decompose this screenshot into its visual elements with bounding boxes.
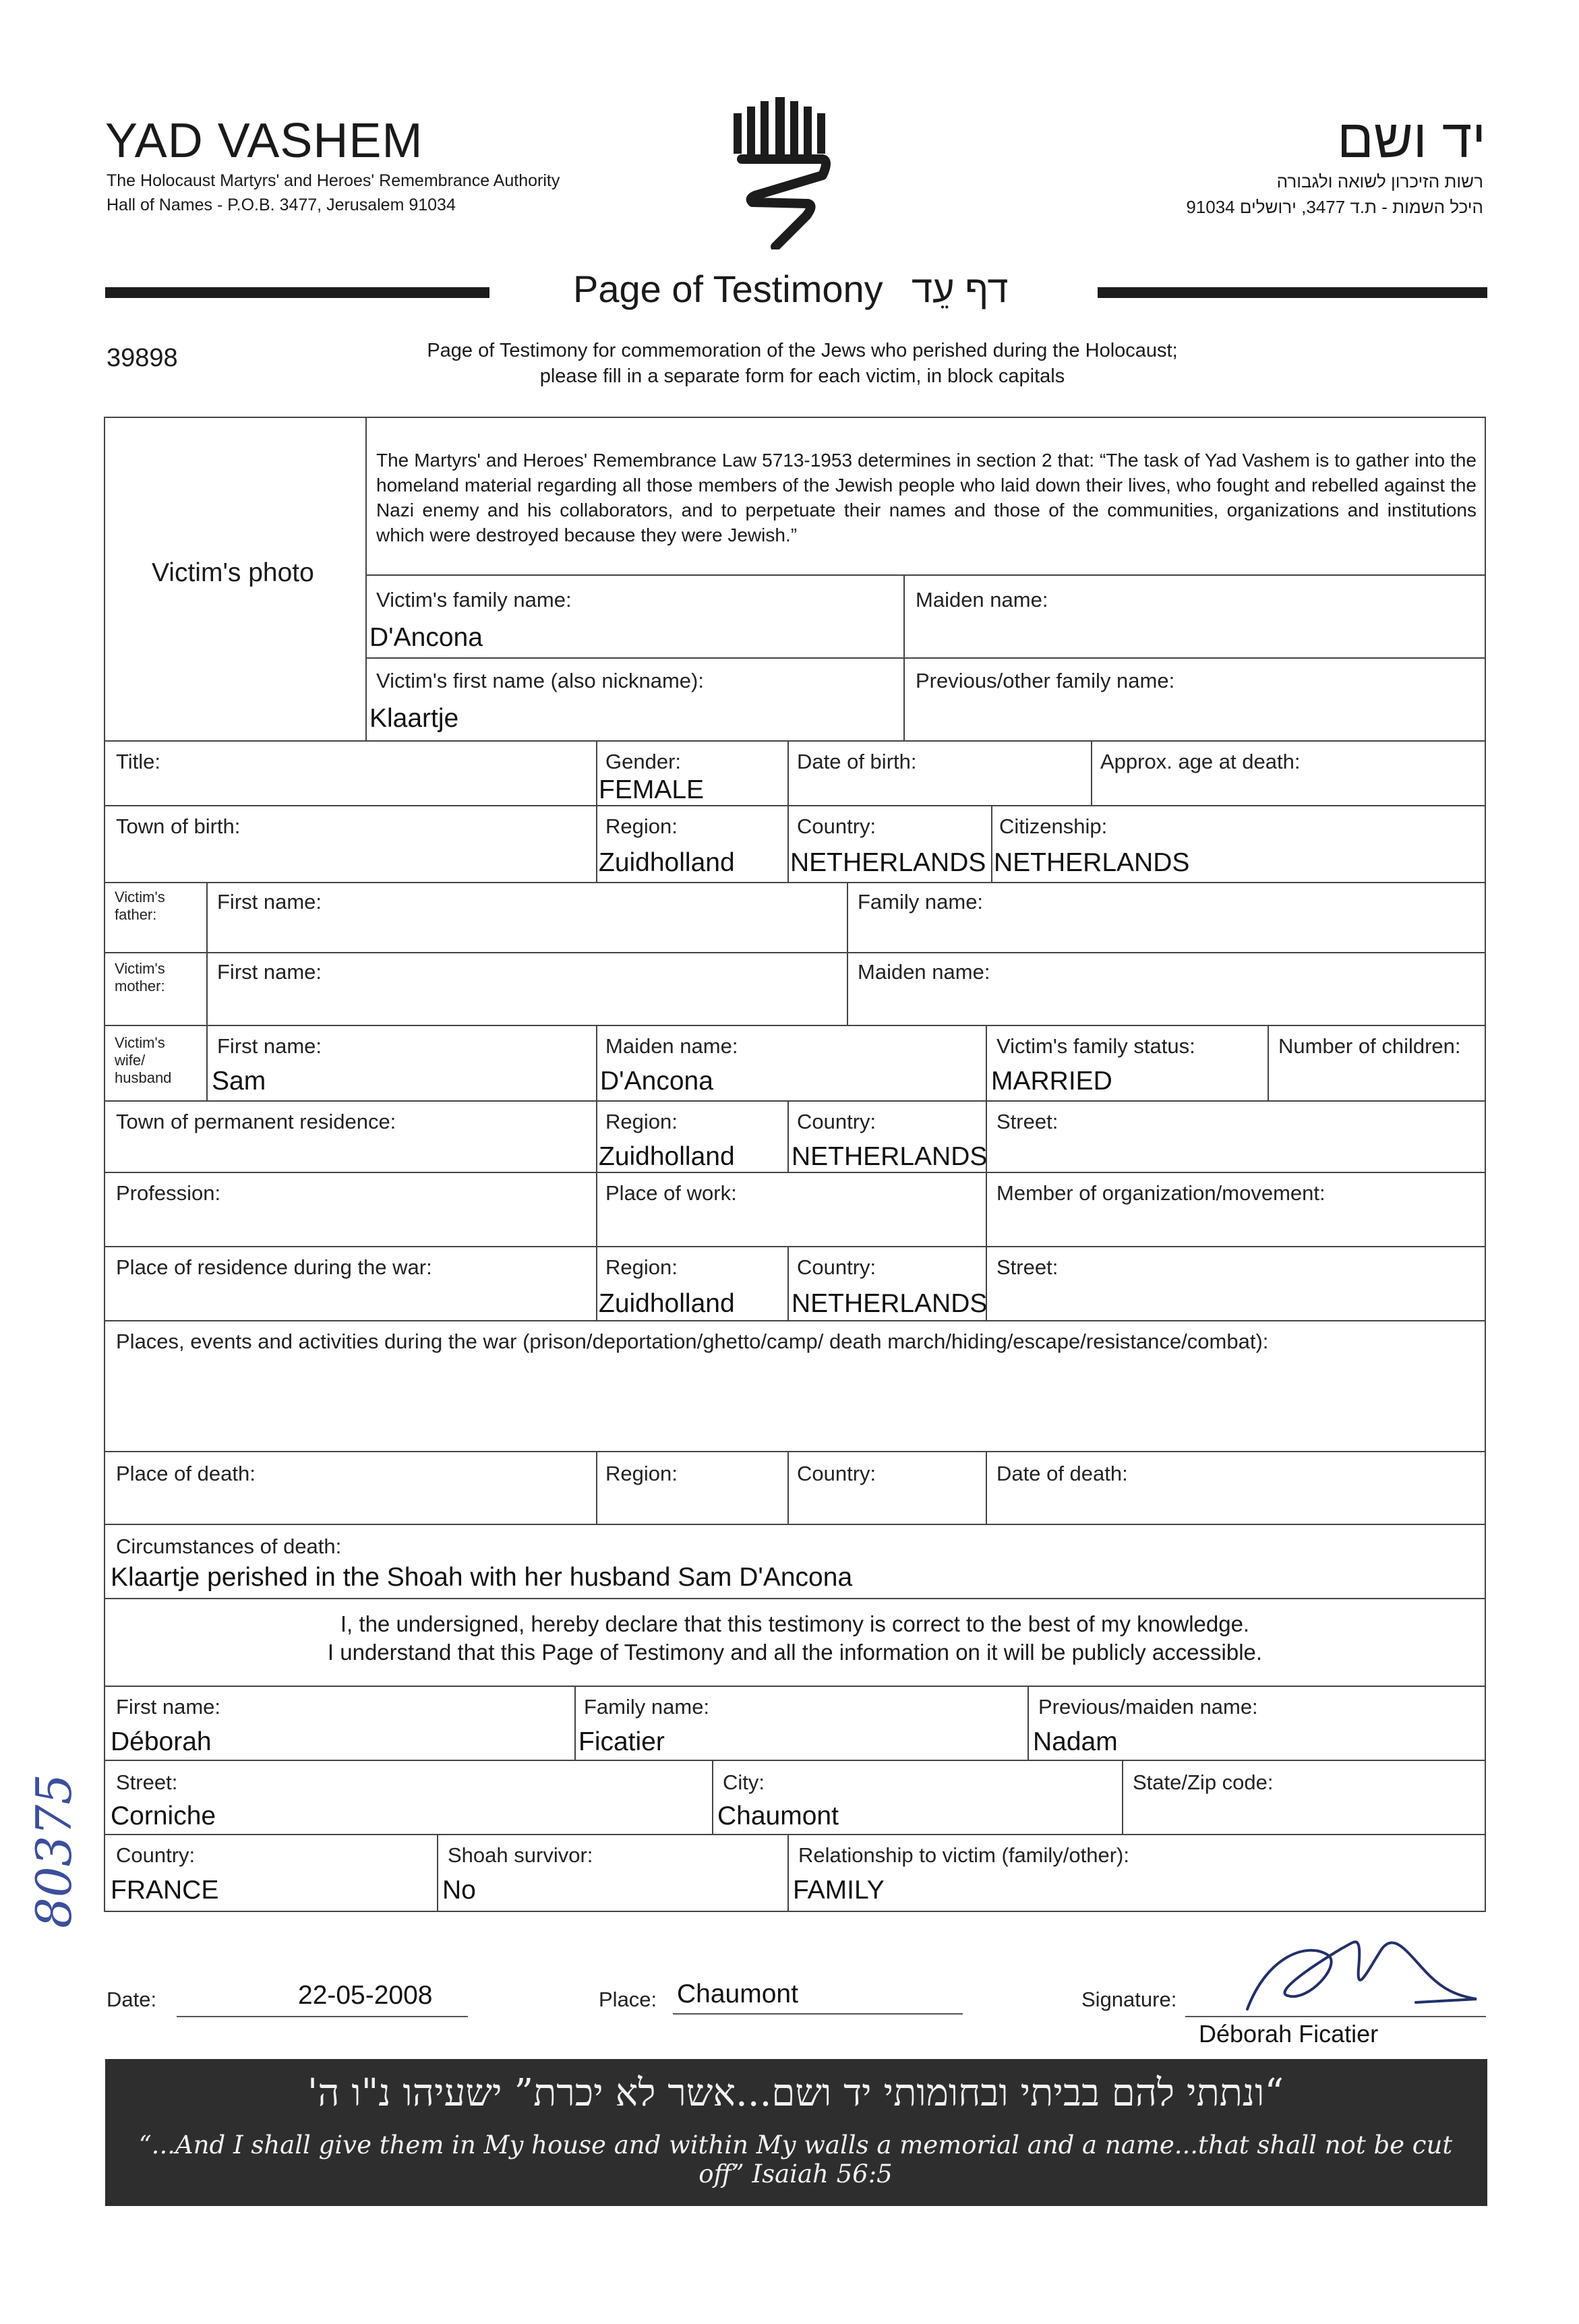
family-name-label: Victim's family name: — [376, 588, 572, 612]
war-region-value[interactable]: Zuidholland — [599, 1289, 735, 1318]
page-title-he: דף עֵד — [912, 268, 1009, 310]
submitter-state-zip-label: State/Zip code: — [1133, 1770, 1274, 1794]
submitter-street-value[interactable]: Corniche — [111, 1801, 216, 1830]
citizenship-value[interactable]: NETHERLANDS — [994, 848, 1190, 877]
war-region-label: Region: — [605, 1255, 678, 1279]
first-name-label: Victim's first name (also nickname): — [376, 669, 704, 692]
relationship-value[interactable]: FAMILY — [793, 1876, 885, 1905]
submitter-city-value[interactable]: Chaumont — [717, 1801, 839, 1830]
profession-label: Profession: — [116, 1181, 221, 1205]
family-status-label: Victim's family status: — [996, 1034, 1195, 1058]
family-status-value[interactable]: MARRIED — [991, 1067, 1112, 1096]
shoah-survivor-value[interactable]: No — [442, 1876, 476, 1905]
submitter-street-label: Street: — [116, 1770, 178, 1794]
father-family-name-label: Family name: — [858, 890, 984, 914]
declaration-line-2: I understand that this Page of Testimony and all the information on it will be publicly accessible. — [327, 1640, 1263, 1665]
signature-name: Déborah Ficatier — [1199, 2020, 1379, 2048]
victim-photo-label: Victim's photo — [152, 558, 314, 587]
submitter-family-name-value[interactable]: Ficatier — [578, 1727, 665, 1756]
war-street-label: Street: — [996, 1255, 1059, 1279]
submitter-first-name-value[interactable]: Déborah — [111, 1727, 212, 1756]
birth-region-value[interactable]: Zuidholland — [599, 848, 735, 877]
war-country-label: Country: — [797, 1255, 876, 1279]
residence-region-value[interactable]: Zuidholland — [599, 1142, 735, 1171]
org-name-he: יד ושם — [1337, 109, 1486, 169]
mother-first-name-label: First name: — [217, 960, 322, 984]
date-value[interactable]: 22-05-2008 — [298, 1981, 433, 2010]
circumstances-label: Circumstances of death: — [116, 1535, 342, 1558]
footer-hebrew-quote: “ונתתי להם בביתי ובחומותי יד ושם...אשר לא יכרת” ישעיהו נ"ו ה' — [307, 2071, 1284, 2115]
place-label: Place: — [599, 1988, 657, 2011]
form-number: 39898 — [107, 344, 178, 372]
footer-english-quote: “...And I shall give them in My house and within My walls a memorial and a name...that shall not be cut off” Isaiah 56:5 — [138, 2131, 1453, 2188]
spouse-label: Victim's wife/ husband — [115, 1034, 172, 1086]
place-of-death-label: Place of death: — [116, 1462, 256, 1485]
org-name-en: YAD VASHEM — [105, 114, 423, 168]
side-annotation: 80375 — [26, 1773, 82, 1928]
gender-label: Gender: — [605, 750, 682, 773]
gender-value[interactable]: FEMALE — [599, 775, 705, 804]
father-first-name-label: First name: — [217, 890, 322, 914]
place-value[interactable]: Chaumont — [677, 1979, 798, 2008]
maiden-name-label: Maiden name: — [916, 588, 1048, 612]
war-country-value[interactable]: NETHERLANDS — [792, 1289, 988, 1318]
war-residence-label: Place of residence during the war: — [116, 1255, 432, 1279]
org-address-he: היכל השמות - ת.ד 3477, ירושלים 91034 — [1186, 197, 1483, 217]
org-subtitle-he: רשות הזיכרון לשואה ולגבורה — [1276, 171, 1483, 191]
family-name-value[interactable]: D'Ancona — [369, 623, 483, 652]
signature-scribble — [1227, 1928, 1483, 2023]
submitter-first-name-label: First name: — [116, 1695, 221, 1719]
residence-country-label: Country: — [797, 1110, 876, 1133]
father-label: Victim's father: — [115, 889, 165, 923]
first-name-value[interactable]: Klaartje — [369, 704, 459, 733]
mother-label: Victim's mother: — [115, 960, 165, 994]
permanent-residence-label: Town of permanent residence: — [116, 1110, 396, 1133]
relationship-label: Relationship to victim (family/other): — [798, 1843, 1129, 1867]
submitter-country-value[interactable]: FRANCE — [111, 1876, 219, 1905]
place-of-work-label: Place of work: — [605, 1181, 737, 1205]
law-text: The Martyrs' and Heroes' Remembrance Law 5713-1953 determines in section 2 that: “The task of Yad Vashem is to gather into the homeland material regarding all those members of the Jewish people who laid down their lives, who fought and rebelled against the Nazi enemy and his collaborators, and to perpetuate their names and those of the communities, organizations and institutions which were destroyed because they were Jewish.” — [376, 450, 1477, 545]
birth-region-label: Region: — [605, 814, 678, 838]
title-rule-left — [105, 287, 489, 298]
shoah-survivor-label: Shoah survivor: — [448, 1843, 593, 1867]
spouse-first-name-value[interactable]: Sam — [212, 1067, 266, 1096]
submitter-city-label: City: — [723, 1770, 765, 1794]
citizenship-label: Citizenship: — [999, 814, 1108, 838]
spouse-first-name-label: First name: — [217, 1034, 322, 1058]
instructions-line-1: Page of Testimony for commemoration of the Jews who perished during the Holocaust; — [427, 340, 1178, 361]
spouse-maiden-name-label: Maiden name: — [605, 1034, 738, 1058]
spouse-maiden-name-value[interactable]: D'Ancona — [600, 1067, 713, 1096]
org-address-en: Hall of Names - P.O.B. 3477, Jerusalem 91034 — [107, 196, 456, 214]
title-label: Title: — [116, 750, 161, 773]
residence-region-label: Region: — [605, 1110, 678, 1133]
signature-label: Signature: — [1081, 1988, 1177, 2011]
date-label: Date: — [107, 1988, 157, 2011]
submitter-previous-name-label: Previous/maiden name: — [1038, 1695, 1258, 1719]
submitter-family-name-label: Family name: — [584, 1695, 710, 1719]
number-of-children-label: Number of children: — [1278, 1034, 1461, 1058]
death-region-label: Region: — [605, 1462, 678, 1485]
yad-vashem-logo — [728, 94, 836, 249]
approx-age-label: Approx. age at death: — [1100, 750, 1301, 773]
death-country-label: Country: — [797, 1462, 876, 1485]
declaration-line-1: I, the undersigned, hereby declare that this testimony is correct to the best of my knowledge. — [340, 1611, 1250, 1636]
residence-street-label: Street: — [996, 1110, 1059, 1133]
page-title-en: Page of Testimony — [573, 268, 883, 310]
residence-country-value[interactable]: NETHERLANDS — [792, 1142, 988, 1171]
title-rule-right — [1098, 287, 1487, 298]
date-of-death-label: Date of death: — [996, 1462, 1128, 1485]
submitter-previous-name-value[interactable]: Nadam — [1033, 1727, 1118, 1756]
mother-maiden-name-label: Maiden name: — [858, 960, 990, 984]
member-of-org-label: Member of organization/movement: — [996, 1181, 1325, 1205]
org-subtitle-en: The Holocaust Martyrs' and Heroes' Remembrance Authority — [107, 171, 560, 190]
birth-country-label: Country: — [797, 814, 876, 838]
town-of-birth-label: Town of birth: — [116, 814, 241, 838]
previous-family-name-label: Previous/other family name: — [916, 669, 1175, 692]
dob-label: Date of birth: — [797, 750, 917, 773]
places-events-label: Places, events and activities during the war (prison/deportation/ghetto/camp/ death march/hiding/escape/resistance/combat): — [116, 1330, 1269, 1353]
instructions-line-2: please fill in a separate form for each victim, in block capitals — [539, 365, 1065, 387]
birth-country-value[interactable]: NETHERLANDS — [790, 848, 986, 877]
submitter-country-label: Country: — [116, 1843, 196, 1867]
circumstances-value[interactable]: Klaartje perished in the Shoah with her husband Sam D'Ancona — [111, 1563, 853, 1592]
